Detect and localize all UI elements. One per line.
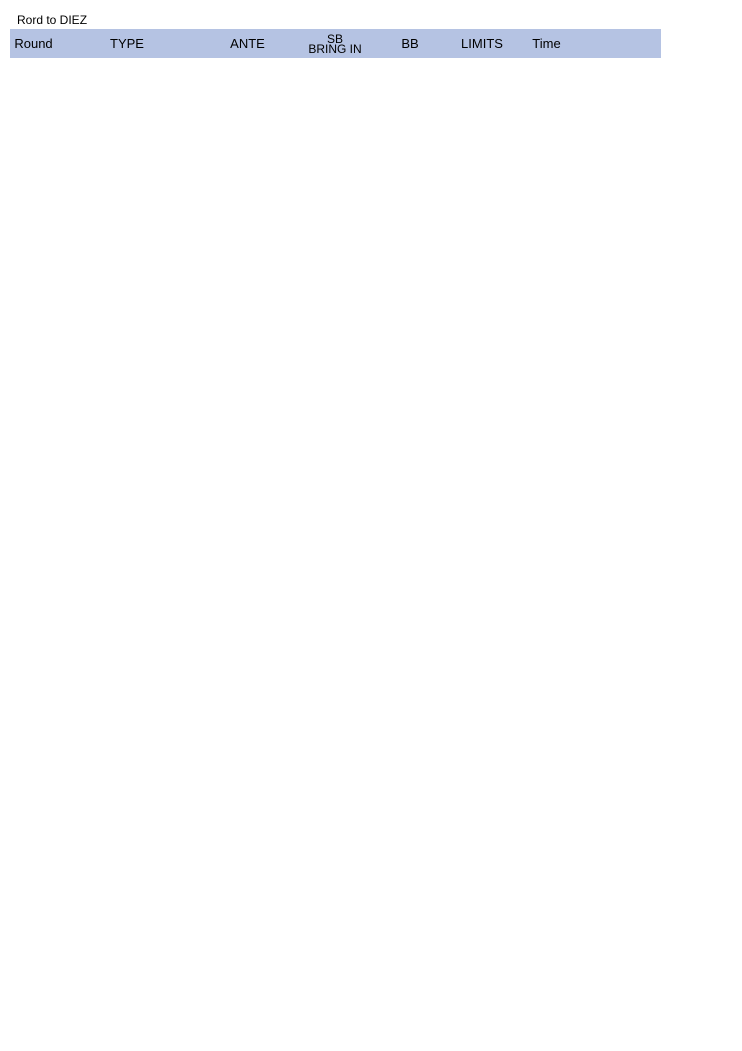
header-type: TYPE xyxy=(57,29,197,58)
document-title: Rord to DIEZ xyxy=(17,13,88,27)
header-sb: SB BRING IN xyxy=(298,29,372,58)
header-bb: BB xyxy=(372,29,448,58)
header-time: Time xyxy=(516,29,577,58)
header-round: Round xyxy=(10,29,57,58)
header-limits: LIMITS xyxy=(448,29,516,58)
header-times xyxy=(577,29,661,58)
header-ante: ANTE xyxy=(197,29,298,58)
